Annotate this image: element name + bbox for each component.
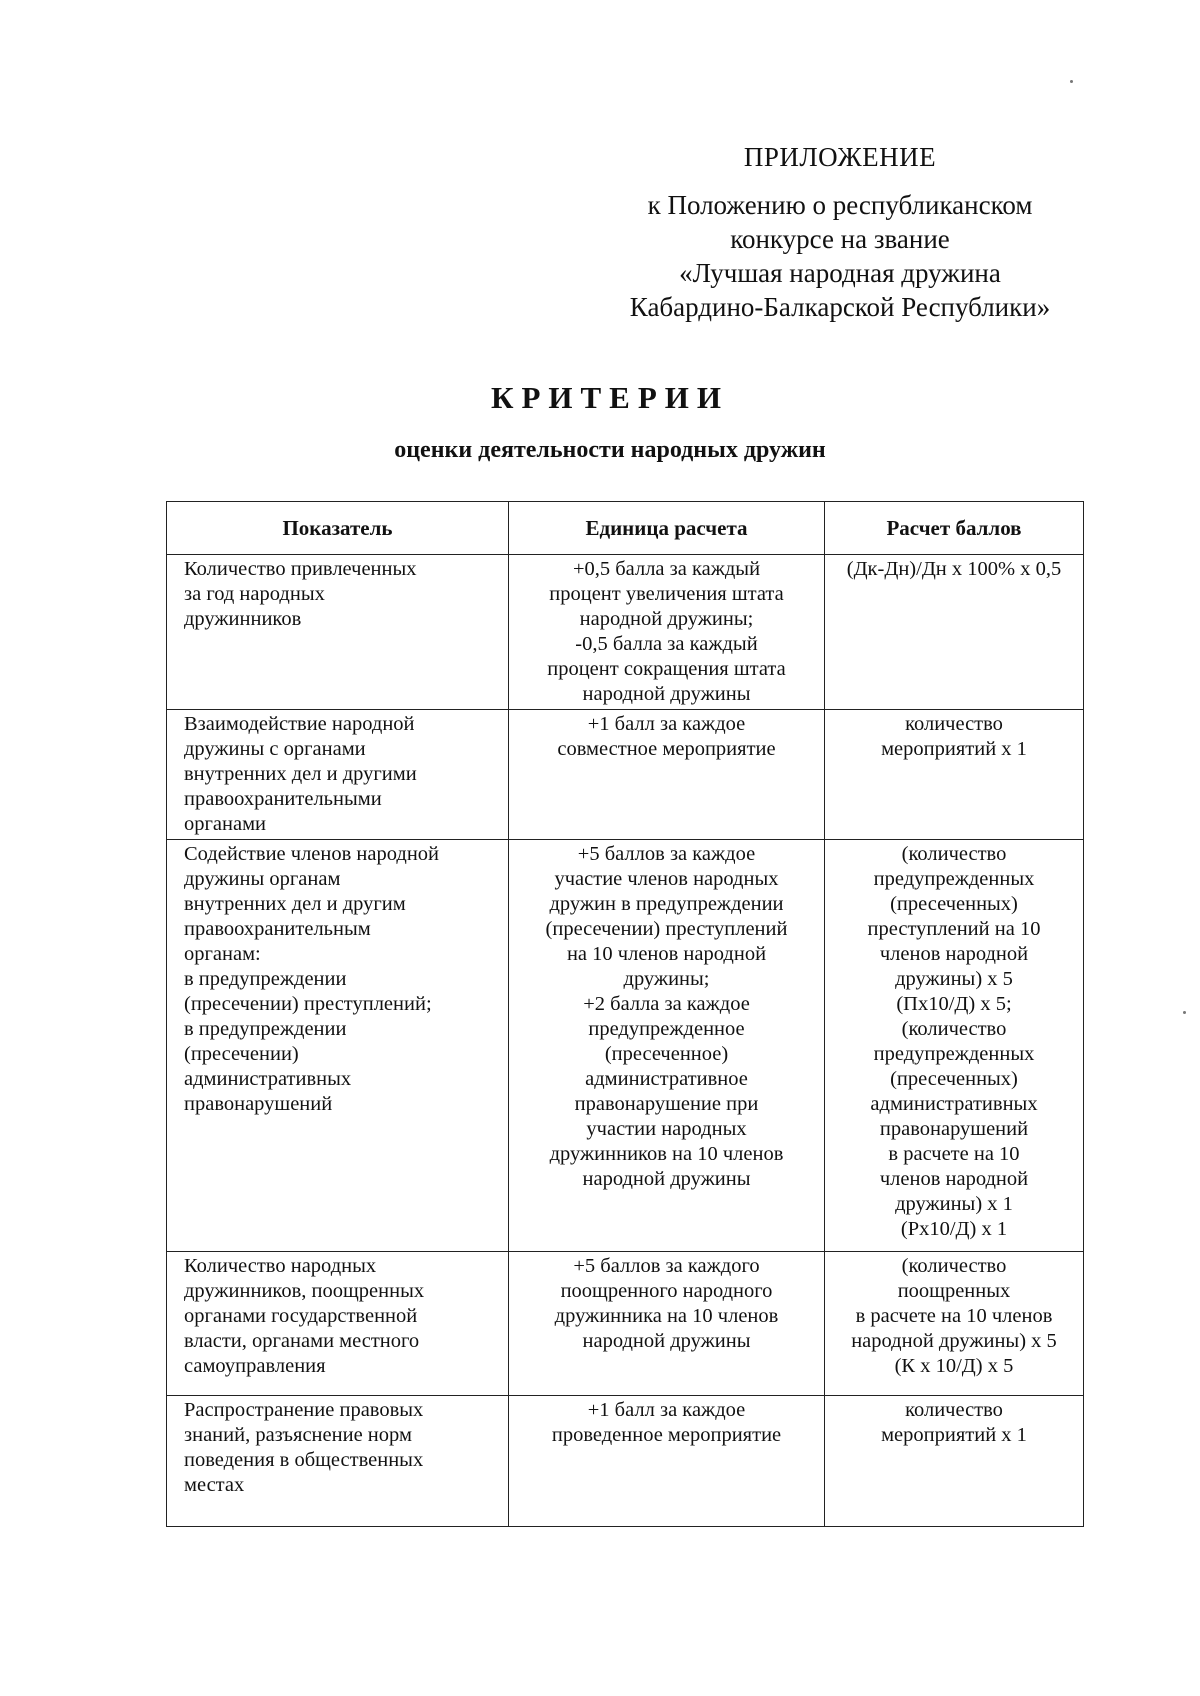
- cell-line: самоуправления: [184, 1355, 326, 1377]
- cell-line: правоохранительным: [184, 918, 371, 940]
- cell-line: Количество народных: [184, 1255, 377, 1277]
- appendix-line: Кабардино-Балкарской Республики»: [629, 292, 1051, 322]
- table-row: [167, 710, 1084, 840]
- criteria-table: [166, 501, 1084, 1527]
- scan-speck: [1183, 1011, 1186, 1014]
- cell-line: (пресеченное): [604, 1043, 729, 1065]
- cell-line: (пресеченных): [890, 893, 1018, 915]
- document-title: КРИТЕРИИ: [490, 380, 730, 415]
- cell-line: количество: [905, 713, 1003, 735]
- cell-line: народной дружины) х 5: [851, 1330, 1057, 1352]
- cell-line: (Рх10/Д) х 1: [900, 1218, 1008, 1240]
- cell-line: (Пх10/Д) х 5;: [896, 993, 1012, 1015]
- unit-cell: [509, 555, 825, 710]
- cell-line: знаний, разъяснение норм: [184, 1424, 412, 1446]
- cell-line: участие членов народных: [554, 868, 779, 890]
- table-row: [167, 1252, 1084, 1396]
- indicator-cell: [167, 1396, 509, 1527]
- unit-cell: [509, 1252, 825, 1396]
- cell-line: в расчете на 10 членов: [855, 1305, 1053, 1327]
- cell-line: органами: [184, 813, 267, 835]
- cell-line: в предупреждении: [184, 968, 347, 990]
- cell-line: внутренних дел и другим: [184, 893, 406, 915]
- cell-line: поощренных: [897, 1280, 1011, 1302]
- appendix-line: конкурсе на звание: [730, 224, 950, 254]
- cell-line: административных: [184, 1068, 352, 1090]
- indicator-cell: [167, 555, 509, 710]
- column-header-unit: Единица расчета: [509, 502, 825, 555]
- cell-line: Содействие членов народной: [184, 843, 440, 865]
- cell-line: мероприятий х 1: [881, 1424, 1027, 1446]
- cell-line: органам:: [184, 943, 261, 965]
- cell-line: процент сокращения штата: [547, 658, 786, 680]
- cell-line: процент увеличения штата: [549, 583, 784, 605]
- column-header-indicator: Показатель: [167, 502, 509, 555]
- cell-line: преступлений на 10: [867, 918, 1041, 940]
- cell-line: местах: [184, 1474, 245, 1496]
- cell-line: дружины) х 1: [895, 1193, 1013, 1215]
- scan-speck: [1070, 80, 1073, 83]
- cell-line: +5 баллов за каждое: [577, 843, 756, 865]
- cell-line: поощренного народного: [560, 1280, 773, 1302]
- cell-line: дружины) х 5: [895, 968, 1013, 990]
- cell-line: членов народной: [879, 1168, 1029, 1190]
- cell-line: дружины органам: [184, 868, 341, 890]
- cell-line: в расчете на 10: [888, 1143, 1020, 1165]
- cell-line: проведенное мероприятие: [551, 1424, 782, 1446]
- cell-line: совместное мероприятие: [557, 738, 776, 760]
- calculation-cell: [825, 710, 1084, 840]
- cell-line: правонарушение при: [574, 1093, 759, 1115]
- cell-line: (количество: [901, 1018, 1007, 1040]
- calculation-cell: [825, 555, 1084, 710]
- cell-line: правонарушений: [184, 1093, 333, 1115]
- unit-cell: [509, 1396, 825, 1527]
- cell-line: Распространение правовых: [184, 1399, 424, 1421]
- cell-line: власти, органами местного: [184, 1330, 420, 1352]
- cell-line: дружинника на 10 членов: [554, 1305, 779, 1327]
- cell-line: +1 балл за каждое: [587, 713, 746, 735]
- cell-line: народной дружины: [582, 1330, 751, 1352]
- cell-line: дружинников, поощренных: [184, 1280, 425, 1302]
- cell-line: в предупреждении: [184, 1018, 347, 1040]
- cell-line: предупрежденных: [873, 868, 1035, 890]
- cell-line: дружинников на 10 членов: [549, 1143, 784, 1165]
- cell-line: членов народной: [879, 943, 1029, 965]
- cell-line: народной дружины: [582, 1168, 751, 1190]
- cell-line: -0,5 балла за каждый: [575, 633, 758, 655]
- cell-line: за год народных: [184, 583, 325, 605]
- cell-line: участии народных: [586, 1118, 747, 1140]
- cell-line: правоохранительными: [184, 788, 382, 810]
- cell-line: (пресеченных): [890, 1068, 1018, 1090]
- calculation-cell: [825, 1252, 1084, 1396]
- cell-line: +2 балла за каждое: [583, 993, 750, 1015]
- indicator-cell: [167, 1252, 509, 1396]
- cell-line: на 10 членов народной: [566, 943, 767, 965]
- cell-line: дружинников: [184, 608, 302, 630]
- cell-line: мероприятий х 1: [881, 738, 1027, 760]
- cell-line: внутренних дел и другими: [184, 763, 417, 785]
- cell-line: дружины;: [623, 968, 710, 990]
- unit-cell: [509, 840, 825, 1252]
- appendix-block: [600, 140, 1080, 324]
- cell-line: (Дк-Дн)/Дн х 100% х 0,5: [846, 558, 1062, 580]
- calculation-cell: [825, 840, 1084, 1252]
- table-row: [167, 1396, 1084, 1527]
- appendix-line: к Положению о республиканском: [647, 190, 1033, 220]
- cell-line: народной дружины;: [579, 608, 754, 630]
- cell-line: предупрежденных: [873, 1043, 1035, 1065]
- cell-line: (пресечении) преступлений;: [184, 993, 432, 1015]
- cell-line: дружин в предупреждении: [549, 893, 784, 915]
- appendix-line: «Лучшая народная дружина: [679, 258, 1001, 288]
- cell-line: количество: [905, 1399, 1003, 1421]
- table-row: [167, 555, 1084, 710]
- cell-line: +0,5 балла за каждый: [572, 558, 761, 580]
- cell-line: административных: [870, 1093, 1038, 1115]
- cell-line: народной дружины: [582, 683, 751, 705]
- indicator-cell: [167, 840, 509, 1252]
- cell-line: +5 баллов за каждого: [573, 1255, 760, 1277]
- cell-line: (пресечении) преступлений: [545, 918, 788, 940]
- cell-line: (количество: [901, 843, 1007, 865]
- cell-line: +1 балл за каждое: [587, 1399, 746, 1421]
- unit-cell: [509, 710, 825, 840]
- cell-line: (количество: [901, 1255, 1007, 1277]
- cell-line: поведения в общественных: [184, 1449, 424, 1471]
- indicator-cell: [167, 710, 509, 840]
- cell-line: Количество привлеченных: [184, 558, 417, 580]
- cell-line: правонарушений: [879, 1118, 1029, 1140]
- cell-line: Взаимодействие народной: [184, 713, 415, 735]
- table-row: [167, 840, 1084, 1252]
- appendix-title: ПРИЛОЖЕНИЕ: [743, 142, 937, 172]
- table-body: [167, 555, 1084, 1527]
- column-header-calculation: Расчет баллов: [825, 502, 1084, 555]
- cell-line: предупрежденное: [588, 1018, 745, 1040]
- appendix-lines: [600, 188, 1080, 324]
- calculation-cell: [825, 1396, 1084, 1527]
- cell-line: органами государственной: [184, 1305, 418, 1327]
- cell-line: дружины с органами: [184, 738, 366, 760]
- table-header-row: [167, 502, 1084, 555]
- cell-line: (пресечении): [184, 1043, 299, 1065]
- cell-line: (К х 10/Д) х 5: [894, 1355, 1014, 1377]
- document-subtitle: оценки деятельности народных дружин: [394, 437, 826, 463]
- cell-line: административное: [585, 1068, 748, 1090]
